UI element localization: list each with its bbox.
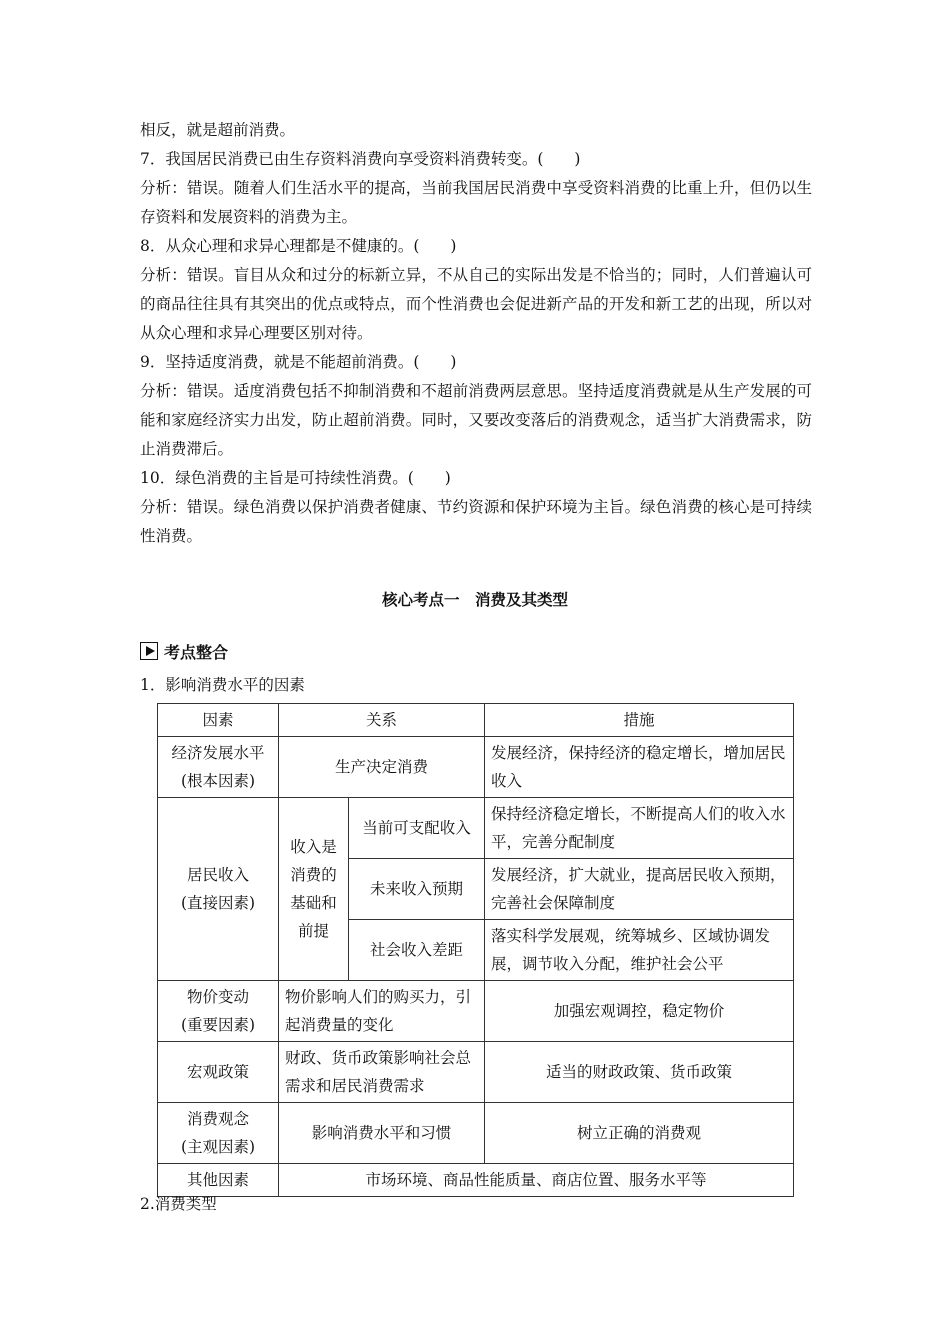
question-10: 10．绿色消费的主旨是可持续性消费。( ): [140, 469, 451, 487]
measure-cell: 落实科学发展观，统筹城乡、区域协调发展，调节收入分配，维护社会公平: [485, 920, 794, 981]
factor-cell: 宏观政策: [158, 1042, 279, 1103]
table-row: [158, 798, 794, 859]
measure-cell: 加强宏观调控，稳定物价: [485, 981, 794, 1042]
relation-cell: 收入是 消费的 基础和 前提: [279, 798, 349, 981]
factor-cell: 物价变动 (重要因素): [158, 981, 279, 1042]
header-factor: 因素: [158, 704, 279, 737]
table-row: [158, 1164, 794, 1197]
analysis-7: 分析：错误。随着人们生活水平的提高，当前我国居民消费中享受资料消费的比重上升，但仍以生存资料和发展资料的消费为主。: [140, 179, 812, 226]
relation-cell: 财政、货币政策影响社会总需求和居民消费需求: [279, 1042, 485, 1103]
question-8: 8．从众心理和求异心理都是不健康的。( ): [140, 237, 457, 255]
factor-cell: 消费观念 (主观因素): [158, 1103, 279, 1164]
relation-cell: 市场环境、商品性能质量、商店位置、服务水平等: [279, 1164, 794, 1197]
sub-factor-cell: 未来收入预期: [349, 859, 485, 920]
table-row: [158, 1042, 794, 1103]
sub-factor-cell: 社会收入差距: [349, 920, 485, 981]
measure-cell: 树立正确的消费观: [485, 1103, 794, 1164]
relation-cell: 生产决定消费: [279, 737, 485, 798]
text-body: [140, 116, 812, 551]
paragraph: 相反，就是超前消费。: [140, 121, 296, 139]
sub-factor-cell: 当前可支配收入: [349, 798, 485, 859]
section-title: 核心考点一 消费及其类型: [381, 591, 568, 609]
factor-cell: 居民收入 (直接因素): [158, 798, 279, 981]
item-title: 1．影响消费水平的因素: [140, 676, 305, 694]
question-7: 7．我国居民消费已由生存资料消费向享受资料消费转变。( ): [140, 150, 581, 168]
relation-cell: 影响消费水平和习惯: [279, 1103, 485, 1164]
measure-cell: 适当的财政政策、货币政策: [485, 1042, 794, 1103]
factor-cell: 经济发展水平 (根本因素): [158, 737, 279, 798]
factor-cell: 其他因素: [158, 1164, 279, 1197]
item-title: 2.消费类型: [140, 1195, 217, 1213]
play-triangle-icon: [140, 642, 158, 660]
header-relation: 关系: [279, 704, 485, 737]
header-measure: 措施: [485, 704, 794, 737]
measure-cell: 保持经济稳定增长，不断提高人们的收入水平，完善分配制度: [485, 798, 794, 859]
analysis-9: 分析：错误。适度消费包括不抑制消费和不超前消费两层意思。坚持适度消费就是从生产发展的可能和家庭经济实力出发，防止超前消费。同时，又要改变落后的消费观念，适当扩大消费需求，防止消费滞后。: [140, 382, 812, 458]
factors-table: [157, 703, 794, 1197]
subheading: [140, 638, 228, 664]
relation-cell: 物价影响人们的购买力，引起消费量的变化: [279, 981, 485, 1042]
analysis-10: 分析：错误。绿色消费以保护消费者健康、节约资源和保护环境为主旨。绿色消费的核心是可持续性消费。: [140, 498, 812, 545]
table-header-row: [158, 704, 794, 737]
analysis-8: 分析：错误。盲目从众和过分的标新立异，不从自己的实际出发是不恰当的；同时，人们普遍认可的商品往往具有其突出的优点或特点，而个性消费也会促进新产品的开发和新工艺的出现，所以对从众心理和求异心理要区别对待。: [140, 266, 812, 342]
measure-cell: 发展经济，扩大就业，提高居民收入预期，完善社会保障制度: [485, 859, 794, 920]
question-9: 9．坚持适度消费，就是不能超前消费。( ): [140, 353, 457, 371]
measure-cell: 发展经济，保持经济的稳定增长，增加居民收入: [485, 737, 794, 798]
subheading-label: 考点整合: [164, 642, 229, 662]
table-row: [158, 1103, 794, 1164]
table-row: [158, 981, 794, 1042]
table-row: [158, 737, 794, 798]
